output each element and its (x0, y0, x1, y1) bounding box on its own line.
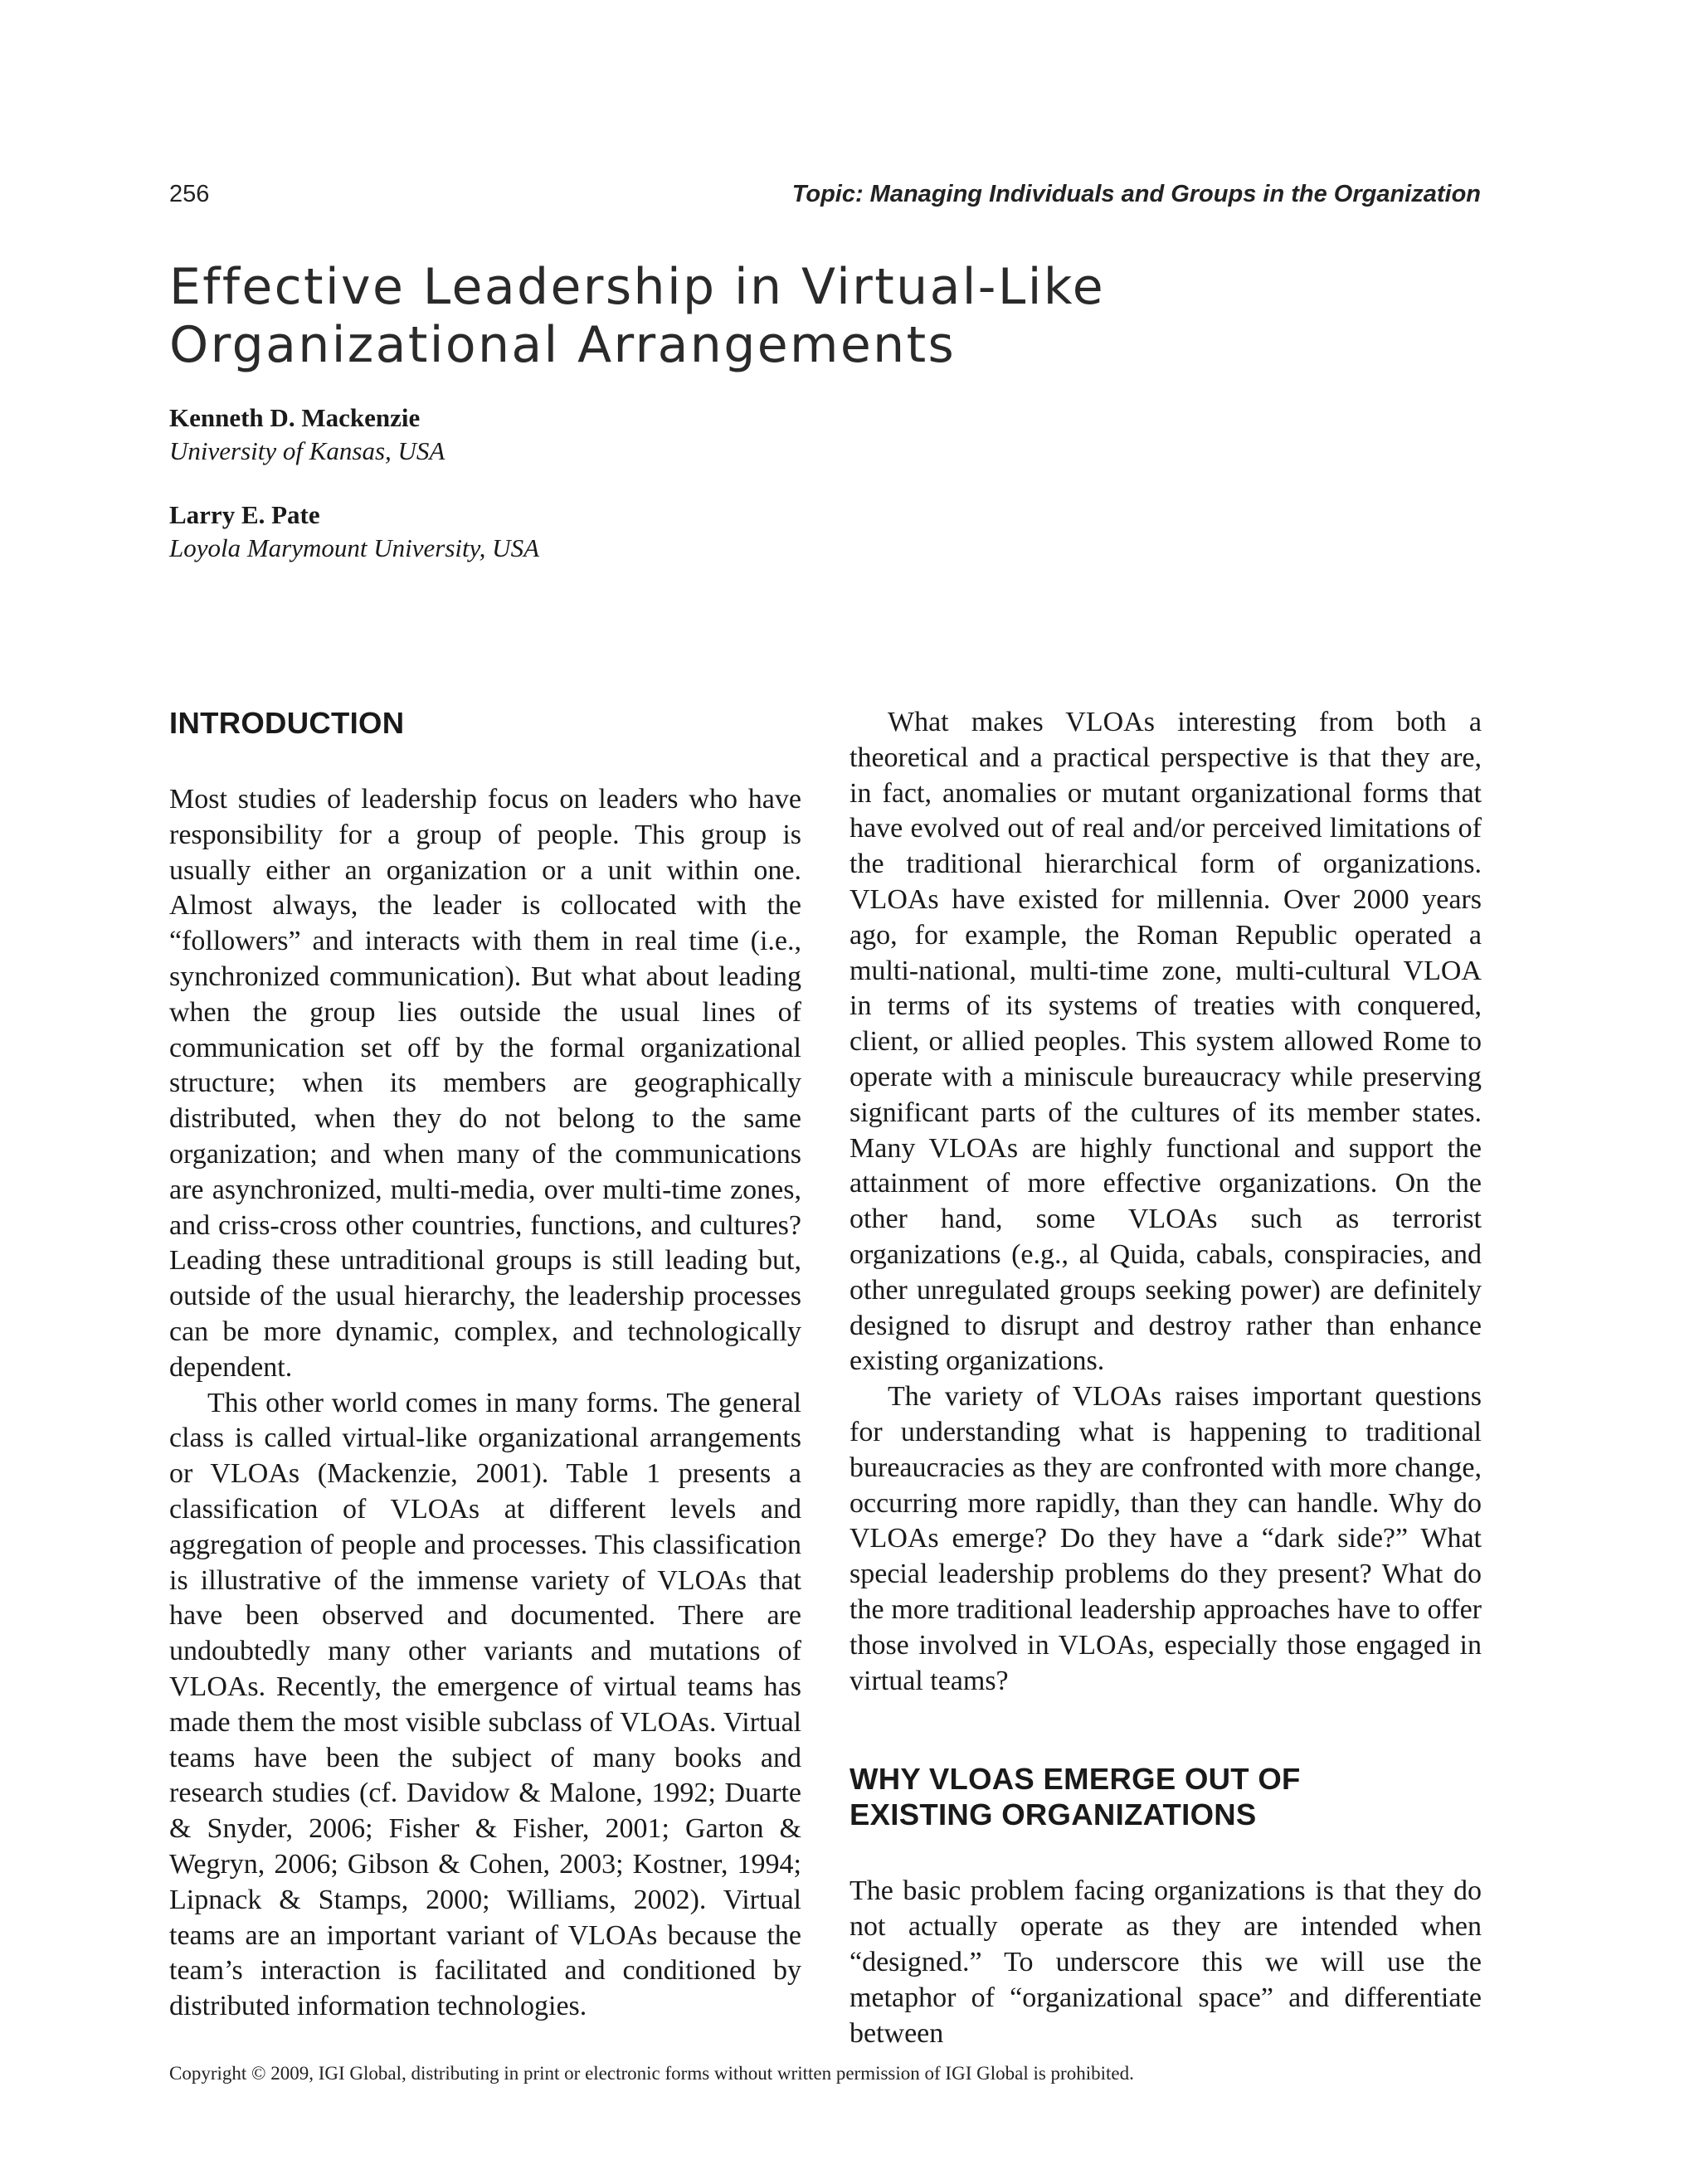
section-heading-line-2: EXISTING ORGANIZATIONS (850, 1797, 1257, 1832)
left-column (169, 705, 801, 2025)
right-column (850, 705, 1482, 2051)
author-affiliation: University of Kansas, USA (169, 436, 445, 465)
author-block-1 (169, 401, 445, 468)
section-heading-line-1: WHY VLOAS EMERGE OUT OF (850, 1762, 1301, 1797)
section-heading-why-vloas-emerge (850, 1761, 1482, 1832)
page-number: 256 (169, 181, 210, 207)
author-name: Larry E. Pate (169, 500, 320, 529)
body-paragraph: What makes VLOAs interesting from both a theoretical and a practical perspective is that they are, in fact, anomalies or mutant organizational forms that have evolved out of real and/or perceived limitations of the traditional hierarchical form of organizations. VLOAs have existed for millennia. Over 2000 years ago, for example, the Roman Republic operated a multi-national, multi-time zone, multi-cultural VLOA in terms of its systems of treaties with conquered, client, or allied peoples. This system allowed Rome to operate with a miniscule bureaucracy while preserving significant parts of the cultures of its member states. Many VLOAs are highly functional and support the attainment of more effective organizations. On the other hand, some VLOAs such as terrorist organizations (e.g., al Quida, cabals, conspiracies, and other unregulated groups seeking power) are definitely designed to disrupt and destroy rather than enhance existing organizations. (850, 707, 1482, 1377)
body-paragraph: The basic problem facing organizations is that they do not actually operate as they are intended when “designed.” To underscore this we will use the metaphor of “organizational space” and differentiate between (850, 1875, 1482, 2049)
article-title (169, 258, 1497, 374)
body-paragraph: This other world comes in many forms. The general class is called virtual-like organizational arrangements or VLOAs (Mackenzie, 2001). Table 1 presents a classification of VLOAs at different levels and aggregation of people and processes. This classification is illustrative of the immense variety of VLOAs that have been observed and documented. There are undoubtedly many other variants and mutations of VLOAs. Recently, the emergence of virtual teams has made them the most visible subclass of VLOAs. Virtual teams have been the subject of many books and research studies (cf. Davidow & Malone, 1992; Duarte & Snyder, 2006; Fisher & Fisher, 2001; Garton & Wegryn, 2006; Gibson & Cohen, 2003; Kostner, 1994; Lipnack & Stamps, 2000; Williams, 2002). Virtual teams are an important variant of VLOAs because the team’s interaction is facilitated and conditioned by distributed information technologies. (169, 1387, 801, 2022)
running-header-topic: Topic: Managing Individuals and Groups in the Organization (791, 181, 1481, 207)
article-title-line-2: Organizational Arrangements (169, 316, 957, 374)
copyright-footer: Copyright © 2009, IGI Global, distributing in print or electronic forms without written permission of IGI Global is prohibited. (169, 2063, 1134, 2084)
body-paragraph: The variety of VLOAs raises important questions for understanding what is happening to traditional bureaucracies as they are confronted with more change, occurring more rapidly, than they can handle. Why do VLOAs emerge? Do they have a “dark side?” What special leadership problems do they present? What do the more traditional leadership approaches have to offer those involved in VLOAs, especially those engaged in virtual teams? (850, 1381, 1482, 1696)
article-title-line-1: Effective Leadership in Virtual-Like (169, 258, 1106, 316)
author-block-2 (169, 499, 539, 565)
author-affiliation: Loyola Marymount University, USA (169, 533, 540, 562)
author-name: Kenneth D. Mackenzie (169, 403, 421, 432)
body-paragraph: Most studies of leadership focus on leaders who have responsibility for a group of people. This group is usually either an organization or a unit within one. Almost always, the leader is collocated with the “followers” and interacts with them in real time (i.e., synchronized communication). But what about leading when the group lies outside the usual lines of communication set off by the formal organizational structure; when its members are geographically distributed, when they do not belong to the same organization; and when many of the communications are asynchronized, multi-media, over multi-time zones, and criss-cross other countries, functions, and cultures? Leading these untraditional groups is still leading but, outside of the usual hierarchy, the leadership processes can be more dynamic, complex, and technologically dependent. (169, 784, 801, 1383)
section-heading-introduction: INTRODUCTION (169, 706, 405, 740)
